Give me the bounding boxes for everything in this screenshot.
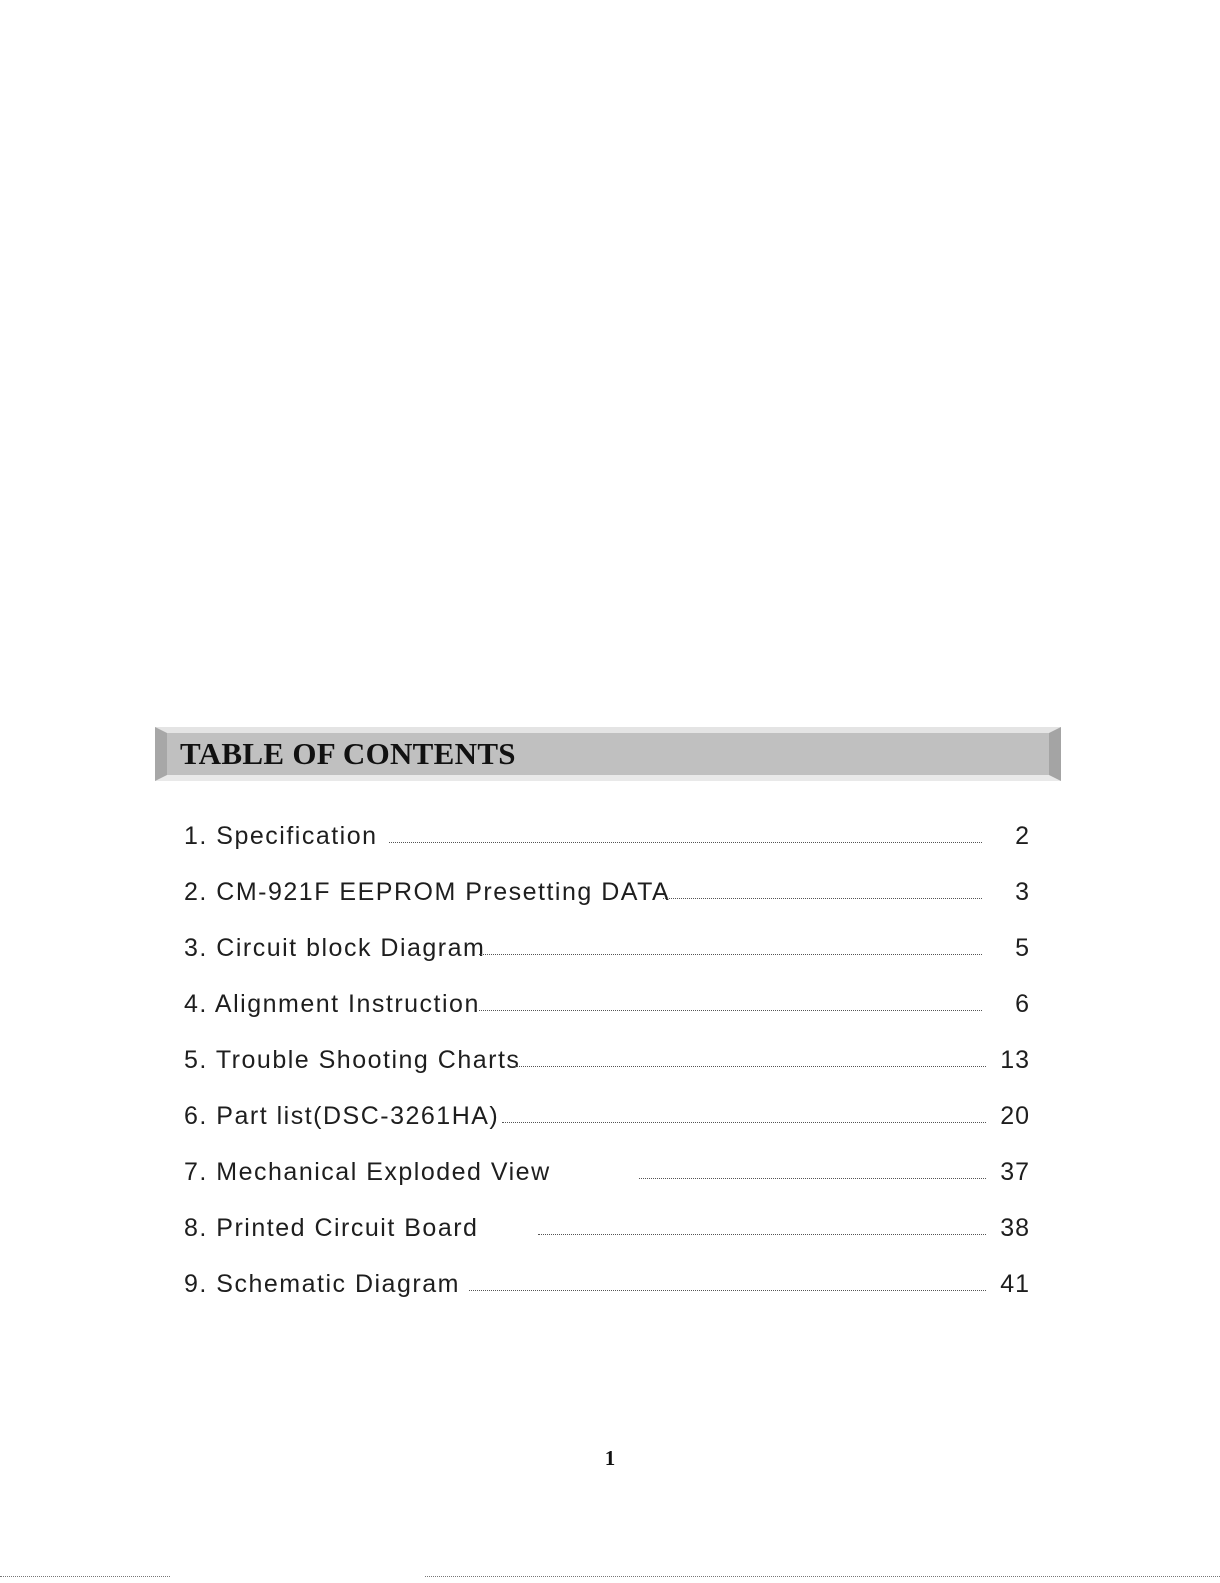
toc-entry-label: 7. Mechanical Exploded View (184, 1158, 551, 1186)
toc-entry[interactable] (184, 930, 1030, 986)
toc-entry[interactable] (184, 1098, 1030, 1154)
toc-entry[interactable] (184, 1266, 1030, 1322)
toc-entry-label: 1. Specification (184, 822, 378, 850)
page-number: 1 (604, 1446, 616, 1470)
toc-entry-label: 4. Alignment Instruction (184, 990, 480, 1018)
dot-leader (389, 842, 982, 843)
toc-entry-page: 41 (1000, 1270, 1030, 1298)
toc-entry-label: 9. Schematic Diagram (184, 1270, 460, 1298)
toc-entry-label: 8. Printed Circuit Board (184, 1214, 479, 1242)
dot-leader (663, 898, 982, 899)
toc-entry-page: 13 (1000, 1046, 1030, 1074)
bottom-dotted-rule (425, 1576, 1220, 1577)
dot-leader (479, 1010, 982, 1011)
toc-entry-page: 5 (1015, 934, 1030, 962)
dot-leader (639, 1178, 986, 1179)
dot-leader (502, 1122, 986, 1123)
toc-list (184, 818, 1030, 1322)
toc-header-banner (155, 727, 1061, 781)
dot-leader (469, 1290, 986, 1291)
toc-entry-page: 2 (1015, 822, 1030, 850)
toc-entry[interactable] (184, 1210, 1030, 1266)
toc-entry-label: 2. CM-921F EEPROM Presetting DATA (184, 878, 671, 906)
toc-entry-page: 37 (1000, 1158, 1030, 1186)
toc-entry-page: 3 (1015, 878, 1030, 906)
toc-entry-label: 3. Circuit block Diagram (184, 934, 486, 962)
toc-entry-page: 6 (1015, 990, 1030, 1018)
toc-entry[interactable] (184, 1042, 1030, 1098)
toc-entry-page: 20 (1000, 1102, 1030, 1130)
toc-entry-label: 5. Trouble Shooting Charts (184, 1046, 521, 1074)
toc-entry[interactable] (184, 1154, 1030, 1210)
toc-entry[interactable] (184, 874, 1030, 930)
dot-leader (538, 1234, 986, 1235)
dot-leader (479, 954, 982, 955)
page-title: TABLE OF CONTENTS (180, 736, 516, 771)
toc-entry[interactable] (184, 818, 1030, 874)
toc-entry-label: 6. Part list(DSC-3261HA) (184, 1102, 500, 1130)
toc-entry-page: 38 (1000, 1214, 1030, 1242)
toc-entry[interactable] (184, 986, 1030, 1042)
dot-leader (513, 1066, 986, 1067)
bottom-dotted-rule (0, 1576, 170, 1577)
